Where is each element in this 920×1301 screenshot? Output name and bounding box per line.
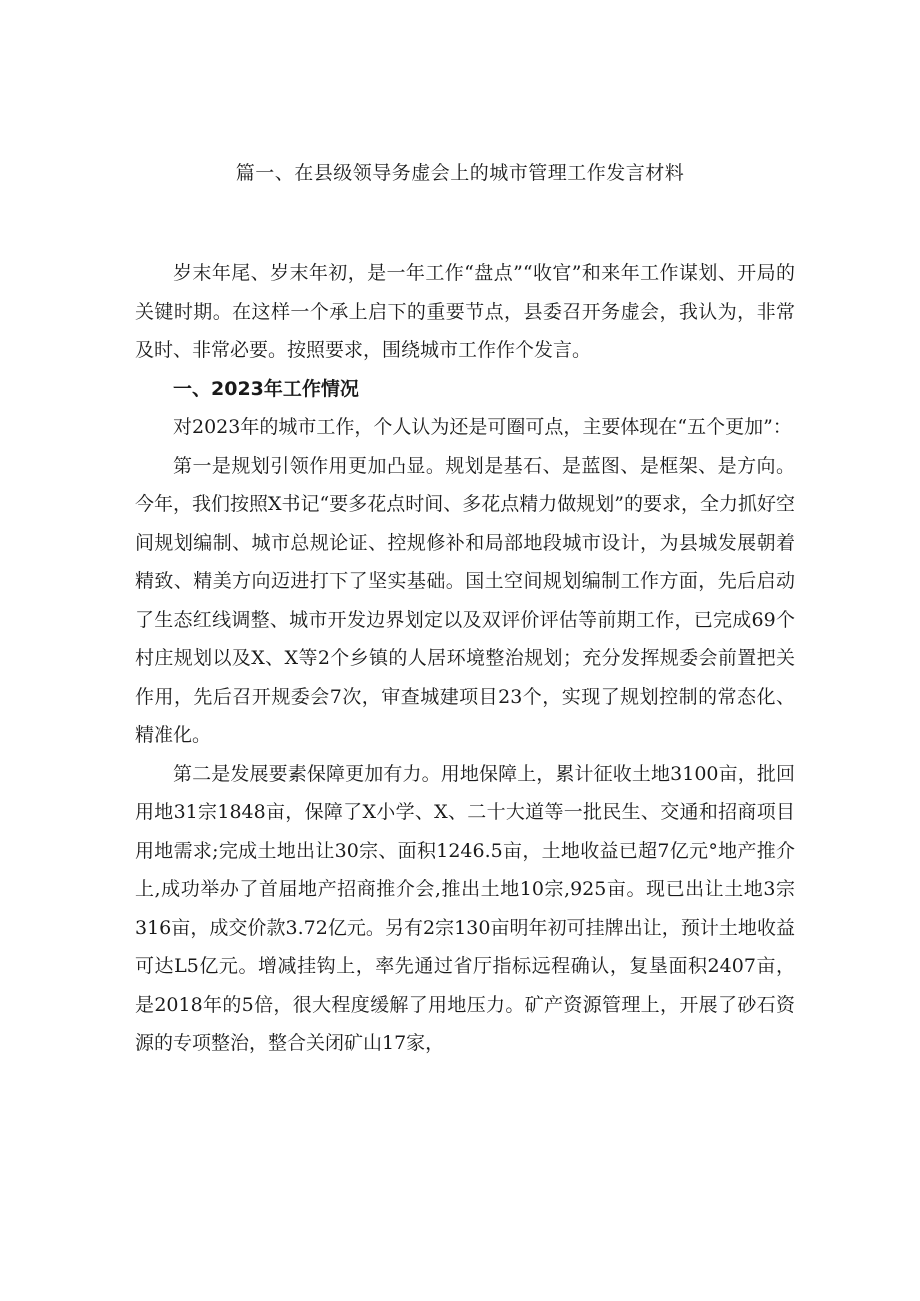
paragraph-planning: 第一是规划引领作用更加凸显。规划是基石、是蓝图、是框架、是方向。今年，我们按照X书记“要多花点时间、多花点精力做规划”的要求，全力抓好空间规划编制、城市总规论证、控规修补和局部地段城市设计，为县城发展朝着精致、精美方向迈进打下了坚实基础。国土空间规划编制工作方面，先后启动了生态红线调整、城市开发边界划定以及双评价评估等前期工作，已完成69个村庄规划以及X、X等2个乡镇的人居环境整治规划；充分发挥规委会前置把关作用，先后召开规委会7次，审查城建项目23个，实现了规划控制的常态化、精准化。 bbox=[135, 454, 795, 746]
paragraph-intro: 岁末年尾、岁末年初，是一年工作“盘点”“收官”和来年工作谋划、开局的关键时期。在这样一个承上启下的重要节点，县委召开务虚会，我认为，非常及时、非常必要。按照要求，围绕城市工作作个发言。 bbox=[135, 262, 795, 361]
section-heading: 一、2023年工作情况 bbox=[173, 377, 359, 400]
document-title: 篇一、在县级领导务虚会上的城市管理工作发言材料 bbox=[235, 162, 685, 184]
paragraph-summary: 对2023年的城市工作，个人认为还是可圈可点，主要体现在“五个更加”： bbox=[173, 416, 792, 438]
paragraph-resources: 第二是发展要素保障更加有力。用地保障上，累计征收土地3100亩，批回用地31宗1848亩，保障了X小学、X、二十大道等一批民生、交通和招商项目用地需求;完成土地出让30宗、面积1246.5亩，土地收益已超7亿元°地产推介上,成功举办了首届地产招商推介会,推出土地10宗,925亩。现已出让土地3宗316亩，成交价款3.72亿元。另有2宗130亩明年初可挂牌出让，预计土地收益可达L5亿元。增减挂钩上，率先通过省厅指标远程确认，复垦面积2407亩，是2018年的5倍，很大程度缓解了用地压力。矿产资源管理上，开展了砂石资源的专项整治，整合关闭矿山17家， bbox=[135, 762, 795, 1054]
document-body bbox=[135, 254, 795, 1063]
